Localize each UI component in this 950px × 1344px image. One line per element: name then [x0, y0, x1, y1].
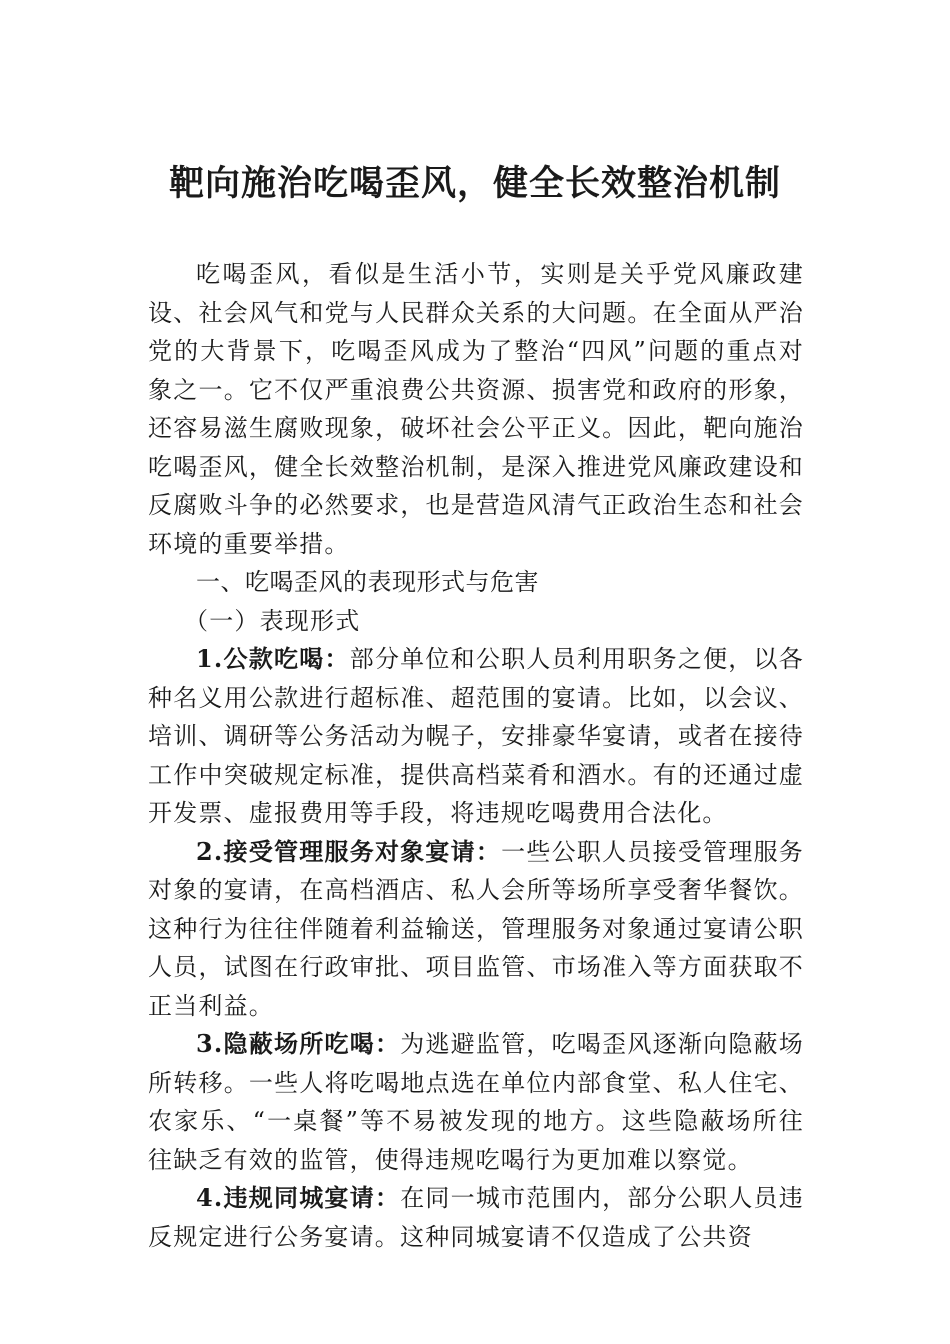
item-lead-4: 4.违规同城宴请： [196, 1183, 401, 1212]
item-paragraph-4 [148, 1179, 804, 1256]
subsection-heading: （一）表现形式 [184, 606, 361, 635]
item-text-2: 一些公职人员接受管理服务对象的宴请，在高档酒店、私人会所等场所享受奢华餐饮。这种行为往往伴随着利益输送，管理服务对象通过宴请公职人员，试图在行政审批、项目监管、市场准入等方面获取不正当利益。 [148, 837, 805, 1020]
item-paragraph-3 [148, 1025, 804, 1179]
item-lead-3: 3.隐蔽场所吃喝： [196, 1029, 401, 1058]
document-title: 靶向施治吃喝歪风，健全长效整治机制 [168, 164, 781, 204]
item-lead-1: 1.公款吃喝： [196, 644, 350, 673]
item-text-4: 在同一城市范围内，部分公职人员违反规定进行公务宴请。这种同城宴请不仅造成了公共资 [148, 1184, 804, 1251]
intro-paragraph: 吃喝歪风，看似是生活小节，实则是关乎党风廉政建设、社会风气和党与人民群众关系的大问题。在全面从严治党的大背景下，吃喝歪风成为了整治“四风”问题的重点对象之一。它不仅严重浪费公共资源、损害党和政府的形象，还容易滋生腐败现象，破坏社会公平正义。因此，靶向施治吃喝歪风，健全长效整治机制，是深入推进党风廉政建设和反腐败斗争的必然要求，也是营造风清气正政治生态和社会环境的重要举措。 [148, 260, 804, 558]
item-paragraph-1 [148, 640, 804, 833]
item-paragraph-2 [148, 833, 804, 1026]
item-text-3: 为逃避监管，吃喝歪风逐渐向隐蔽场所转移。一些人将吃喝地点选在单位内部食堂、私人住宅、农家乐、“一桌餐”等不易被发现的地方。这些隐蔽场所往往缺乏有效的监管，使得违规吃喝行为更加难以察觉。 [148, 1030, 804, 1174]
item-lead-2: 2.接受管理服务对象宴请： [196, 836, 502, 866]
section-heading: 一、吃喝歪风的表现形式与危害 [196, 568, 539, 596]
item-text-1: 部分单位和公职人员利用职务之便，以各种名义用公款进行超标准、超范围的宴请。比如，以会议、培训、调研等公务活动为幌子，安排豪华宴请，或者在接待工作中突破规定标准，提供高档菜肴和酒水。有的还通过虚开发票、虚报费用等手段，将违规吃喝费用合法化。 [148, 645, 804, 827]
document-body [148, 255, 804, 1256]
